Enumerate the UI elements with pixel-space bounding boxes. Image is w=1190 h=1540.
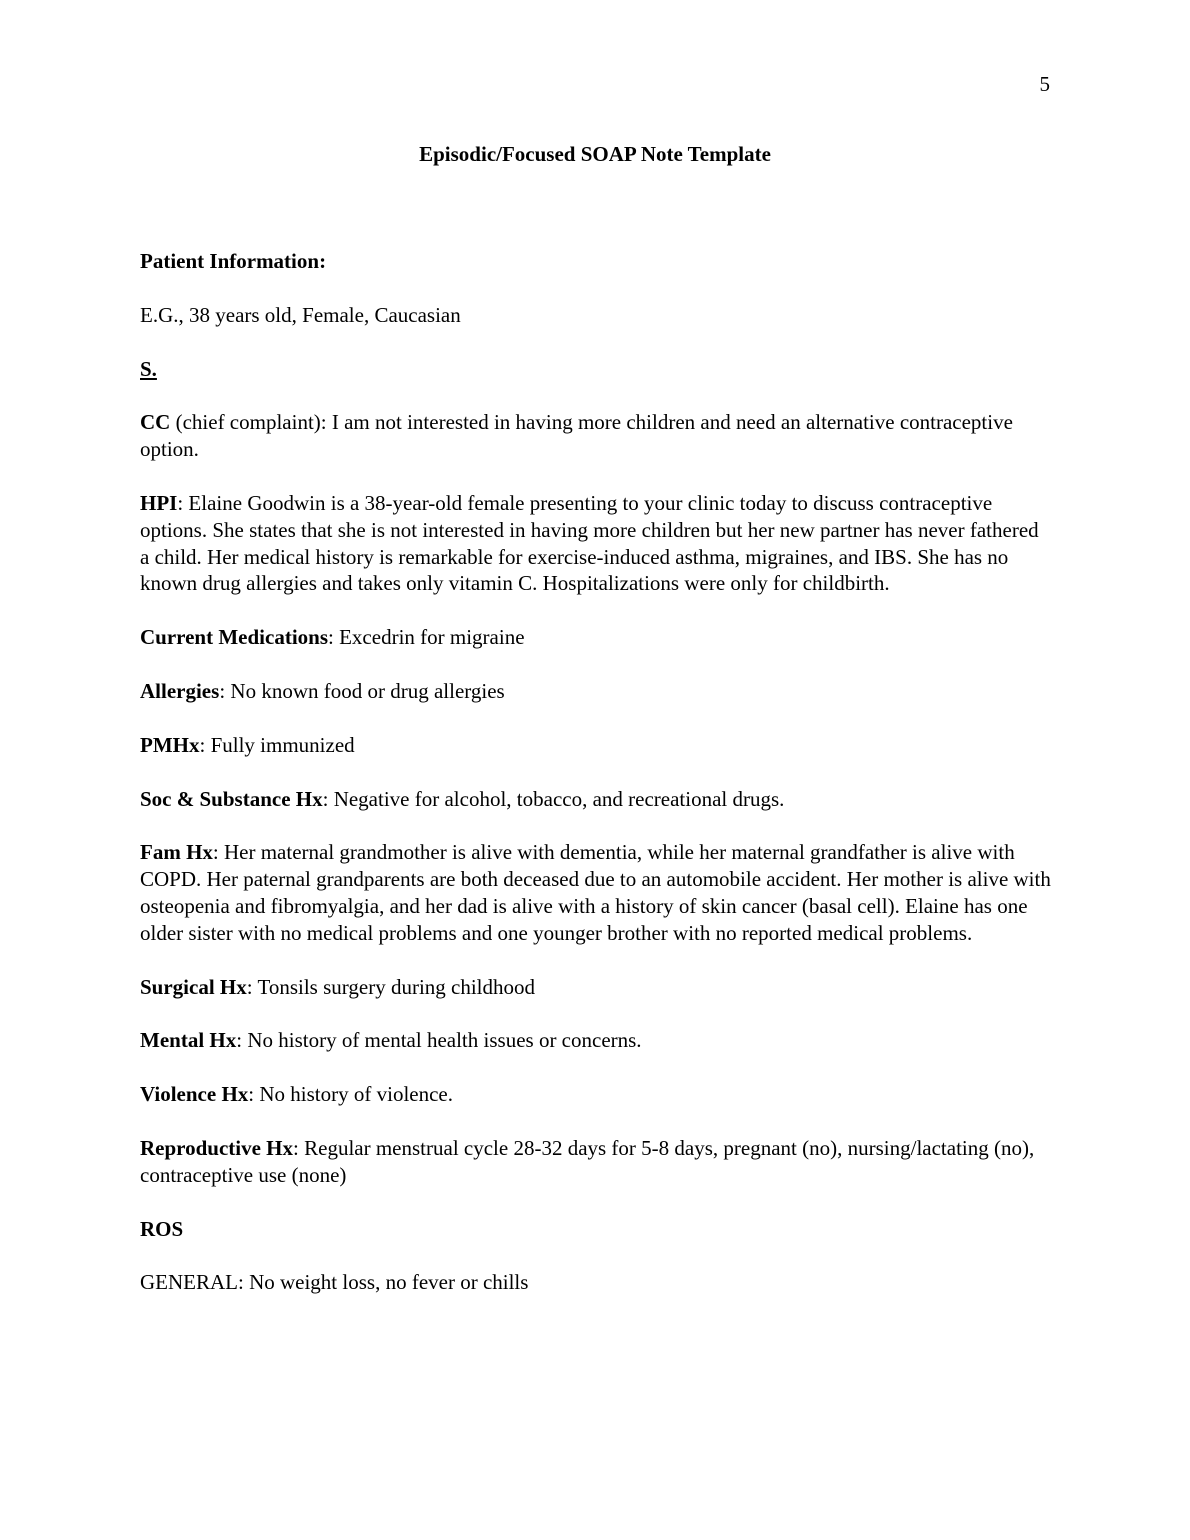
field-current-medications — [140, 624, 1052, 651]
field-label: Fam Hx — [140, 840, 213, 865]
field-label: CC — [140, 410, 171, 435]
field-fam-hx — [140, 839, 1052, 946]
field-label: PMHx — [140, 732, 200, 757]
field-label: Surgical Hx — [140, 974, 247, 999]
field-violence-hx — [140, 1081, 1052, 1108]
field-text: : Her maternal grandmother is alive with dementia, while her maternal grandfather is alive with COPD. Her paternal grandparents are both deceased due to an automobile accident. Her mother is alive with osteopenia and fibromyalgia, and her dad is alive with a history of skin cancer (basal cell). Elaine has one older sister with no medical problems and one younger brother with no reported medical problems. — [140, 840, 1051, 945]
field-text: : No history of mental health issues or concerns. — [236, 1028, 642, 1053]
field-label: Violence Hx — [140, 1082, 249, 1107]
field-text: : Regular menstrual cycle 28-32 days for 5-8 days, pregnant (no), nursing/lactating (no), contraceptive use (none) — [140, 1135, 1035, 1187]
field-label: Soc & Substance Hx — [140, 786, 323, 811]
field-mental-hx — [140, 1027, 1052, 1054]
field-text: : Negative for alcohol, tobacco, and recreational drugs. — [322, 786, 785, 811]
field-text: : No history of violence. — [248, 1082, 453, 1107]
subjective-heading: S. — [140, 356, 157, 381]
document-title: Episodic/Focused SOAP Note Template — [419, 142, 771, 166]
field-text: : No known food or drug allergies — [219, 678, 505, 703]
patient-info-details: E.G., 38 years old, Female, Caucasian — [140, 302, 461, 327]
field-reproductive-hx — [140, 1135, 1052, 1189]
field-text: (chief complaint): I am not interested in having more children and need an alternative contraceptive option. — [140, 410, 1013, 462]
field-surgical-hx — [140, 974, 1052, 1001]
field-label: Allergies — [140, 678, 220, 703]
ros-heading: ROS — [140, 1216, 184, 1241]
field-text: : Tonsils surgery during childhood — [246, 974, 536, 999]
field-pmhx — [140, 732, 1052, 759]
field-text: : Elaine Goodwin is a 38-year-old female presenting to your clinic today to discuss contraceptive options. She states that she is not interested in having more children but her new partner has never fathered a child. Her medical history is remarkable for exercise-induced asthma, migraines, and IBS. She has no known drug allergies and takes only vitamin C. Hospitalizations were only for childbirth. — [140, 490, 1039, 596]
field-hpi — [140, 490, 1052, 597]
field-text: : Excedrin for migraine — [328, 625, 525, 650]
field-label: Current Medications — [140, 625, 329, 650]
field-cc — [140, 409, 1052, 463]
field-allergies — [140, 678, 1052, 705]
page-number: 5 — [1039, 72, 1050, 96]
field-text: : Fully immunized — [199, 732, 355, 757]
patient-info-heading: Patient Information: — [140, 249, 327, 273]
field-soc-substance-hx — [140, 786, 1052, 813]
field-label: Reproductive Hx — [140, 1135, 294, 1160]
field-label: Mental Hx — [140, 1028, 237, 1053]
soap-note-body — [140, 248, 1052, 1323]
ros-general: GENERAL: No weight loss, no fever or chills — [140, 1270, 529, 1295]
field-label: HPI — [140, 490, 178, 515]
